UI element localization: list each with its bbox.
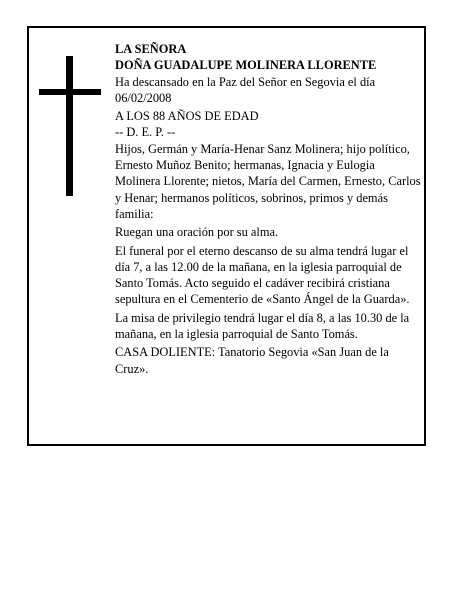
notice-title: LA SEÑORA	[115, 42, 187, 56]
cross-icon	[39, 56, 101, 196]
family-list: Hijos, Germán y María-Henar Sanz Molinera; hijo político, Ernesto Muñoz Benito; hermanas, Ignacia y Eulogia Molinera Llorente; nietos, María del Carmen, Ernesto, Carlos y Henar; hermanos políticos, sobrinos, primos y demás familia:	[115, 141, 421, 221]
mass-details: La misa de privilegio tendrá lugar el día 8, a las 10.30 de la mañana, en la iglesia parroquial de Santo Tomás.	[115, 310, 410, 342]
mourning-house: CASA DOLIENTE: Tanatorio Segovia «San Juan de la Cruz».	[115, 345, 389, 376]
age-line: A LOS 88 AÑOS DE EDAD	[115, 109, 259, 124]
death-notice: Ha descansado en la Paz del Señor en Segovia el día 06/02/2008	[115, 74, 376, 105]
obituary-text	[115, 41, 421, 379]
deceased-name: DOÑA GUADALUPE MOLINERA LLORENTE	[115, 58, 377, 73]
prayer-request: Ruegan una oración por su alma.	[115, 225, 279, 240]
rip-line: -- D. E. P. --	[115, 125, 176, 140]
cross-horizontal-bar	[39, 89, 101, 95]
funeral-details: El funeral por el eterno descanso de su alma tendrá lugar el día 7, a las 12.00 de la mañana, en la iglesia parroquial de Santo Tomás. Acto seguido el cadáver recibirá cristiana sepultura en el Cementerio de «Santo Ángel de la Guarda».	[115, 243, 410, 307]
cross-vertical-bar	[66, 56, 73, 196]
obituary-notice	[27, 26, 426, 446]
